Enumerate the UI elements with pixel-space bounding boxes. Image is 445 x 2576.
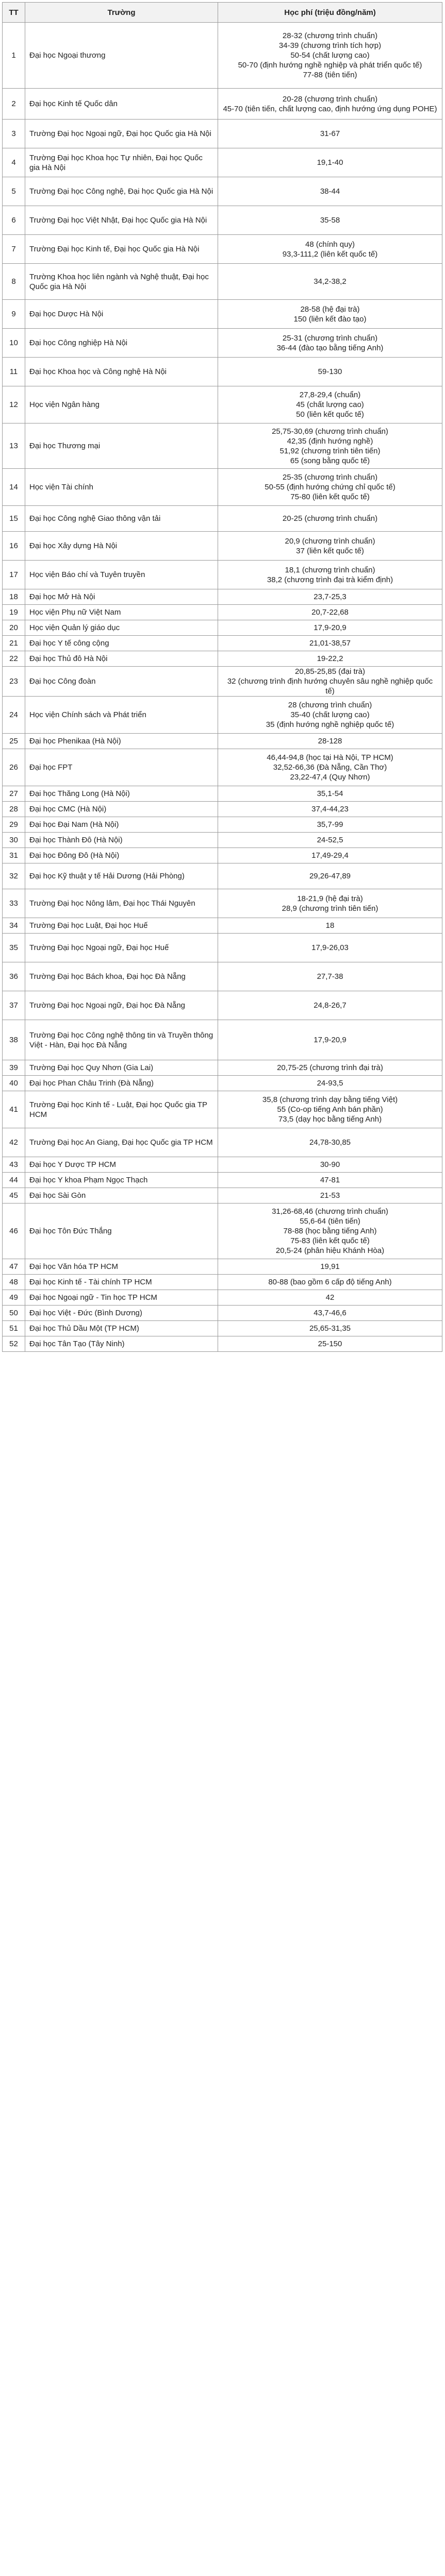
fee-line: 50-55 (định hướng chứng chỉ quốc tế) <box>265 483 395 492</box>
tuition-fee <box>218 1128 442 1157</box>
tuition-fee <box>218 386 442 423</box>
row-number: 14 <box>3 469 25 506</box>
table-row <box>3 962 442 991</box>
row-number: 26 <box>3 749 25 786</box>
tuition-table <box>2 2 442 1352</box>
row-number: 28 <box>3 802 25 817</box>
tuition-fee <box>218 817 442 833</box>
fee-line: 34-39 (chương trình tích hợp) <box>278 41 382 50</box>
table-row <box>3 1275 442 1290</box>
tuition-fee <box>218 1290 442 1306</box>
row-number: 49 <box>3 1290 25 1306</box>
table-row <box>3 1204 442 1259</box>
tuition-fee <box>218 1157 442 1173</box>
tuition-fee <box>218 667 442 697</box>
fee-line: 38-44 <box>320 187 340 196</box>
fee-line: 20-25 (chương trình chuẩn) <box>282 514 378 523</box>
fee-line: 28 (chương trình chuẩn) <box>288 701 372 709</box>
tuition-fee <box>218 620 442 636</box>
tuition-fee <box>218 848 442 863</box>
header-fee: Học phí (triệu đồng/năm) <box>218 3 442 23</box>
fee-line: 19,1-40 <box>317 158 343 167</box>
row-number: 52 <box>3 1336 25 1352</box>
fee-line: 50-70 (định hướng nghề nghiệp và phát triển quốc tế) <box>238 61 422 70</box>
table-row <box>3 636 442 651</box>
fee-line: 50 (liên kết quốc tế) <box>296 410 364 419</box>
table-row <box>3 235 442 264</box>
table-row <box>3 620 442 636</box>
fee-line: 34,2-38,2 <box>314 277 347 286</box>
table-row <box>3 1020 442 1060</box>
fee-line: 24-52,5 <box>317 836 343 844</box>
school-name: Đại học Phan Châu Trinh (Đà Nẵng) <box>25 1076 218 1091</box>
tuition-fee <box>218 89 442 120</box>
row-number: 33 <box>3 889 25 918</box>
school-name: Trường Đại học Ngoại ngữ, Đại học Đà Nẵng <box>25 991 218 1020</box>
fee-line: 48 (chính quy) <box>305 240 355 249</box>
fee-line: 25-31 (chương trình chuẩn) <box>282 333 378 343</box>
fee-line: 20,85-25,85 (đại trà) <box>295 667 365 676</box>
tuition-fee <box>218 889 442 918</box>
fee-line: 150 (liên kết đào tạo) <box>293 314 367 324</box>
row-number: 35 <box>3 934 25 962</box>
row-number: 9 <box>3 300 25 329</box>
row-number: 46 <box>3 1204 25 1259</box>
tuition-fee <box>218 786 442 802</box>
school-name: Đại học Thành Đô (Hà Nội) <box>25 833 218 848</box>
school-name: Trường Đại học An Giang, Đại học Quốc gia TP HCM <box>25 1128 218 1157</box>
row-number: 16 <box>3 532 25 561</box>
tuition-fee <box>218 1306 442 1321</box>
row-number: 30 <box>3 833 25 848</box>
school-name: Đại học Xây dựng Hà Nội <box>25 532 218 561</box>
fee-line: 55,6-64 (tiên tiến) <box>300 1217 360 1226</box>
table-row <box>3 1076 442 1091</box>
fee-line: 36-44 (đào tạo bằng tiếng Anh) <box>276 343 384 352</box>
tuition-fee <box>218 300 442 329</box>
fee-line: 30-90 <box>320 1160 340 1169</box>
tuition-fee <box>218 506 442 532</box>
fee-line: 17,9-26,03 <box>311 943 349 952</box>
table-row <box>3 561 442 589</box>
fee-line: 17,9-20,9 <box>314 623 347 632</box>
fee-line: 20,9 (chương trình chuẩn) <box>285 536 375 546</box>
fee-line: 37,4-44,23 <box>311 805 349 814</box>
row-number: 1 <box>3 23 25 89</box>
school-name: Đại học CMC (Hà Nội) <box>25 802 218 817</box>
row-number: 41 <box>3 1091 25 1128</box>
fee-line: 35,7-99 <box>317 820 343 829</box>
row-number: 24 <box>3 697 25 734</box>
fee-line: 20-28 (chương trình chuẩn) <box>282 94 378 104</box>
table-row <box>3 667 442 697</box>
fee-line: 27,7-38 <box>317 972 343 981</box>
fee-line: 35,8 (chương trình dạy bằng tiếng Việt) <box>262 1095 398 1104</box>
table-row <box>3 605 442 620</box>
table-row <box>3 786 442 802</box>
table-row <box>3 23 442 89</box>
row-number: 6 <box>3 206 25 235</box>
table-row <box>3 1157 442 1173</box>
fee-line: 37 (liên kết quốc tế) <box>296 546 364 555</box>
fee-line: 45 (chất lượng cao) <box>296 400 364 409</box>
table-row <box>3 589 442 605</box>
school-name: Trường Đại học Công nghệ, Đại học Quốc gia Hà Nội <box>25 177 218 206</box>
fee-line: 19,91 <box>320 1262 340 1271</box>
school-name: Đại học Mở Hà Nội <box>25 589 218 605</box>
fee-line: 18 <box>325 921 335 930</box>
fee-line: 23,7-25,3 <box>314 592 347 601</box>
school-name: Đại học Kinh tế - Tài chính TP HCM <box>25 1275 218 1290</box>
table-row <box>3 1290 442 1306</box>
table-row <box>3 358 442 386</box>
table-row <box>3 1173 442 1188</box>
table-row <box>3 1128 442 1157</box>
tuition-fee <box>218 206 442 235</box>
tuition-fee <box>218 934 442 962</box>
table-row <box>3 889 442 918</box>
school-name: Đại học Ngoại thương <box>25 23 218 89</box>
tuition-fee <box>218 1188 442 1204</box>
table-row <box>3 1188 442 1204</box>
fee-line: 46,44-94,8 (học tại Hà Nội, TP HCM) <box>267 753 393 762</box>
school-name: Đại học Thủ đô Hà Nội <box>25 651 218 667</box>
row-number: 44 <box>3 1173 25 1188</box>
row-number: 3 <box>3 120 25 148</box>
school-name: Đại học Dược Hà Nội <box>25 300 218 329</box>
tuition-fee <box>218 1091 442 1128</box>
school-name: Đại học Đông Đô (Hà Nội) <box>25 848 218 863</box>
fee-line: 80-88 (bao gồm 6 cấp độ tiếng Anh) <box>268 1278 392 1286</box>
fee-line: 20,5-24 (phân hiệu Khánh Hòa) <box>275 1246 385 1255</box>
row-number: 4 <box>3 148 25 177</box>
tuition-fee <box>218 177 442 206</box>
fee-line: 32 (chương trình định hướng chuyên sâu nghề nghiệp quốc tế) <box>227 677 433 696</box>
school-name: Đại học Công nghiệp Hà Nội <box>25 329 218 358</box>
tuition-fee <box>218 918 442 934</box>
table-row <box>3 148 442 177</box>
header-school: Trường <box>25 3 218 23</box>
table-row <box>3 423 442 469</box>
row-number: 12 <box>3 386 25 423</box>
tuition-fee <box>218 469 442 506</box>
row-number: 23 <box>3 667 25 697</box>
fee-line: 28-58 (hệ đại trà) <box>300 304 360 314</box>
fee-line: 21-53 <box>320 1191 340 1200</box>
table-row <box>3 651 442 667</box>
fee-line: 17,9-20,9 <box>314 1036 347 1044</box>
tuition-fee <box>218 23 442 89</box>
school-name: Đại học Tôn Đức Thắng <box>25 1204 218 1259</box>
school-name: Đại học Văn hóa TP HCM <box>25 1259 218 1275</box>
school-name: Đại học Sài Gòn <box>25 1188 218 1204</box>
table-row <box>3 817 442 833</box>
school-name: Trường Đại học Quy Nhơn (Gia Lai) <box>25 1060 218 1076</box>
school-name: Đại học Thăng Long (Hà Nội) <box>25 786 218 802</box>
school-name: Đại học Kỹ thuật y tế Hải Dương (Hải Phòng) <box>25 863 218 889</box>
table-row <box>3 734 442 749</box>
table-row <box>3 934 442 962</box>
fee-line: 25,65-31,35 <box>309 1324 351 1333</box>
tuition-fee <box>218 1259 442 1275</box>
school-name: Đại học Đại Nam (Hà Nội) <box>25 817 218 833</box>
fee-line: 50-54 (chất lượng cao) <box>290 51 370 60</box>
school-name: Trường Đại học Kinh tế, Đại học Quốc gia Hà Nội <box>25 235 218 264</box>
school-name: Trường Đại học Việt Nhật, Đại học Quốc gia Hà Nội <box>25 206 218 235</box>
row-number: 8 <box>3 264 25 300</box>
row-number: 11 <box>3 358 25 386</box>
tuition-fee <box>218 120 442 148</box>
fee-line: 35 (định hướng nghề nghiệp quốc tế) <box>266 720 394 729</box>
fee-line: 42,35 (định hướng nghề) <box>287 436 373 446</box>
row-number: 38 <box>3 1020 25 1060</box>
tuition-fee <box>218 1336 442 1352</box>
tuition-fee <box>218 561 442 589</box>
tuition-fee <box>218 863 442 889</box>
tuition-fee <box>218 264 442 300</box>
school-name: Đại học FPT <box>25 749 218 786</box>
school-name: Trường Đại học Ngoại ngữ, Đại học Huế <box>25 934 218 962</box>
row-number: 22 <box>3 651 25 667</box>
school-name: Đại học Công đoàn <box>25 667 218 697</box>
tuition-fee <box>218 235 442 264</box>
tuition-fee <box>218 329 442 358</box>
school-name: Đại học Y khoa Phạm Ngọc Thạch <box>25 1173 218 1188</box>
row-number: 48 <box>3 1275 25 1290</box>
fee-line: 45-70 (tiên tiến, chất lượng cao, định hướng ứng dụng POHE) <box>223 104 437 113</box>
school-name: Trường Đại học Bách khoa, Đại học Đà Nẵng <box>25 962 218 991</box>
row-number: 7 <box>3 235 25 264</box>
tuition-fee <box>218 1020 442 1060</box>
school-name: Đại học Công nghệ Giao thông vận tải <box>25 506 218 532</box>
table-body <box>3 23 442 1352</box>
row-number: 29 <box>3 817 25 833</box>
fee-line: 20,7-22,68 <box>311 608 349 617</box>
row-number: 5 <box>3 177 25 206</box>
school-name: Đại học Thương mại <box>25 423 218 469</box>
fee-line: 25-35 (chương trình chuẩn) <box>282 473 378 482</box>
fee-line: 17,49-29,4 <box>311 851 349 860</box>
fee-line: 35-40 (chất lượng cao) <box>290 710 370 719</box>
table-row <box>3 300 442 329</box>
tuition-fee <box>218 1204 442 1259</box>
tuition-fee <box>218 1060 442 1076</box>
fee-line: 20,75-25 (chương trình đại trà) <box>277 1063 383 1072</box>
tuition-fee <box>218 1275 442 1290</box>
row-number: 15 <box>3 506 25 532</box>
fee-line: 25-150 <box>318 1340 342 1348</box>
fee-line: 75-80 (liên kết quốc tế) <box>290 493 370 501</box>
table-row <box>3 802 442 817</box>
fee-line: 19-22,2 <box>317 654 343 663</box>
fee-line: 21,01-38,57 <box>309 639 351 648</box>
fee-line: 31-67 <box>320 129 340 138</box>
table-row <box>3 506 442 532</box>
tuition-fee <box>218 1321 442 1336</box>
fee-line: 29,26-47,89 <box>309 872 351 880</box>
fee-line: 93,3-111,2 (liên kết quốc tế) <box>282 249 378 259</box>
fee-line: 73,5 (dạy học bằng tiếng Anh) <box>278 1115 382 1124</box>
tuition-fee <box>218 423 442 469</box>
row-number: 43 <box>3 1157 25 1173</box>
tuition-fee <box>218 605 442 620</box>
header-tt: TT <box>3 3 25 23</box>
fee-line: 24,78-30,85 <box>309 1138 351 1147</box>
tuition-fee <box>218 1076 442 1091</box>
fee-line: 24-93,5 <box>317 1079 343 1088</box>
fee-line: 28-128 <box>318 737 342 745</box>
row-number: 27 <box>3 786 25 802</box>
table-row <box>3 206 442 235</box>
school-name: Trường Đại học Luật, Đại học Huế <box>25 918 218 934</box>
table-row <box>3 120 442 148</box>
table-row <box>3 1321 442 1336</box>
table-row <box>3 329 442 358</box>
row-number: 21 <box>3 636 25 651</box>
row-number: 32 <box>3 863 25 889</box>
school-name: Đại học Y tế công cộng <box>25 636 218 651</box>
school-name: Trường Đại học Nông lâm, Đại học Thái Nguyên <box>25 889 218 918</box>
table-header-row <box>3 3 442 23</box>
row-number: 17 <box>3 561 25 589</box>
table-row <box>3 532 442 561</box>
school-name: Học viện Báo chí và Tuyên truyền <box>25 561 218 589</box>
tuition-fee <box>218 358 442 386</box>
tuition-fee <box>218 962 442 991</box>
tuition-fee <box>218 802 442 817</box>
school-name: Đại học Việt - Đức (Bình Dương) <box>25 1306 218 1321</box>
table-row <box>3 833 442 848</box>
tuition-fee <box>218 833 442 848</box>
fee-line: 18,1 (chương trình chuẩn) <box>285 565 375 574</box>
school-name: Trường Đại học Khoa học Tự nhiên, Đại học Quốc gia Hà Nội <box>25 148 218 177</box>
tuition-fee <box>218 749 442 786</box>
row-number: 10 <box>3 329 25 358</box>
table-row <box>3 749 442 786</box>
school-name: Trường Đại học Công nghệ thông tin và Truyền thông Việt - Hàn, Đại học Đà Nẵng <box>25 1020 218 1060</box>
fee-line: 51,92 (chương trình tiên tiến) <box>279 446 381 455</box>
fee-line: 24,8-26,7 <box>314 1001 347 1010</box>
row-number: 45 <box>3 1188 25 1204</box>
table-row <box>3 1259 442 1275</box>
row-number: 18 <box>3 589 25 605</box>
row-number: 51 <box>3 1321 25 1336</box>
fee-line: 25,75-30,69 (chương trình chuẩn) <box>272 427 388 436</box>
table-row <box>3 1060 442 1076</box>
row-number: 25 <box>3 734 25 749</box>
school-name: Trường Đại học Kinh tế - Luật, Đại học Quốc gia TP HCM <box>25 1091 218 1128</box>
fee-line: 35,1-54 <box>317 789 343 798</box>
fee-line: 38,2 (chương trình đại trà kiểm định) <box>267 575 393 584</box>
school-name: Học viện Tài chính <box>25 469 218 506</box>
row-number: 47 <box>3 1259 25 1275</box>
table-row <box>3 863 442 889</box>
school-name: Học viện Phụ nữ Việt Nam <box>25 605 218 620</box>
row-number: 20 <box>3 620 25 636</box>
row-number: 37 <box>3 991 25 1020</box>
table-row <box>3 1306 442 1321</box>
table-row <box>3 469 442 506</box>
fee-line: 75-83 (liên kết quốc tế) <box>290 1236 370 1245</box>
table-row <box>3 264 442 300</box>
table-row <box>3 697 442 734</box>
fee-line: 47-81 <box>320 1176 340 1184</box>
fee-line: 32,52-66,36 (Đà Nẵng, Cần Thơ) <box>273 763 387 772</box>
fee-line: 31,26-68,46 (chương trình chuẩn) <box>272 1207 388 1216</box>
table-row <box>3 1336 442 1352</box>
fee-line: 42 <box>325 1293 335 1302</box>
fee-line: 35-58 <box>320 216 340 225</box>
row-number: 42 <box>3 1128 25 1157</box>
tuition-fee <box>218 697 442 734</box>
tuition-fee <box>218 651 442 667</box>
fee-line: 23,22-47,4 (Quy Nhơn) <box>290 773 370 782</box>
fee-line: 78-88 (học bằng tiếng Anh) <box>283 1227 377 1235</box>
school-name: Đại học Tân Tạo (Tây Ninh) <box>25 1336 218 1352</box>
tuition-fee <box>218 589 442 605</box>
tuition-fee <box>218 148 442 177</box>
fee-line: 77-88 (tiên tiến) <box>303 71 357 79</box>
row-number: 50 <box>3 1306 25 1321</box>
tuition-fee <box>218 734 442 749</box>
table-row <box>3 1091 442 1128</box>
table-row <box>3 991 442 1020</box>
fee-line: 43,7-46,6 <box>314 1309 347 1317</box>
table-row <box>3 89 442 120</box>
row-number: 13 <box>3 423 25 469</box>
fee-line: 18-21,9 (hệ đại trà) <box>297 894 363 903</box>
school-name: Đại học Phenikaa (Hà Nội) <box>25 734 218 749</box>
table-row <box>3 386 442 423</box>
fee-line: 65 (song bằng quốc tế) <box>290 456 370 465</box>
table-row <box>3 848 442 863</box>
fee-line: 27,8-29,4 (chuẩn) <box>299 391 361 399</box>
fee-line: 28,9 (chương trình tiên tiến) <box>282 904 378 913</box>
school-name: Đại học Kinh tế Quốc dân <box>25 89 218 120</box>
school-name: Trường Khoa học liên ngành và Nghệ thuật, Đại học Quốc gia Hà Nội <box>25 264 218 300</box>
school-name: Học viện Ngân hàng <box>25 386 218 423</box>
tuition-fee <box>218 991 442 1020</box>
school-name: Đại học Khoa học và Công nghệ Hà Nội <box>25 358 218 386</box>
school-name: Đại học Thủ Dầu Một (TP HCM) <box>25 1321 218 1336</box>
tuition-fee <box>218 532 442 561</box>
tuition-fee <box>218 636 442 651</box>
fee-line: 55 (Co-op tiếng Anh bán phần) <box>277 1105 383 1114</box>
school-name: Đại học Y Dược TP HCM <box>25 1157 218 1173</box>
row-number: 40 <box>3 1076 25 1091</box>
school-name: Học viện Quản lý giáo dục <box>25 620 218 636</box>
fee-line: 28-32 (chương trình chuẩn) <box>282 31 378 40</box>
row-number: 39 <box>3 1060 25 1076</box>
row-number: 36 <box>3 962 25 991</box>
table-row <box>3 918 442 934</box>
row-number: 34 <box>3 918 25 934</box>
row-number: 2 <box>3 89 25 120</box>
fee-line: 59-130 <box>318 367 342 376</box>
tuition-fee <box>218 1173 442 1188</box>
row-number: 31 <box>3 848 25 863</box>
table-row <box>3 177 442 206</box>
row-number: 19 <box>3 605 25 620</box>
school-name: Đại học Ngoại ngữ - Tin học TP HCM <box>25 1290 218 1306</box>
school-name: Trường Đại học Ngoại ngữ, Đại học Quốc gia Hà Nội <box>25 120 218 148</box>
school-name: Học viện Chính sách và Phát triển <box>25 697 218 734</box>
